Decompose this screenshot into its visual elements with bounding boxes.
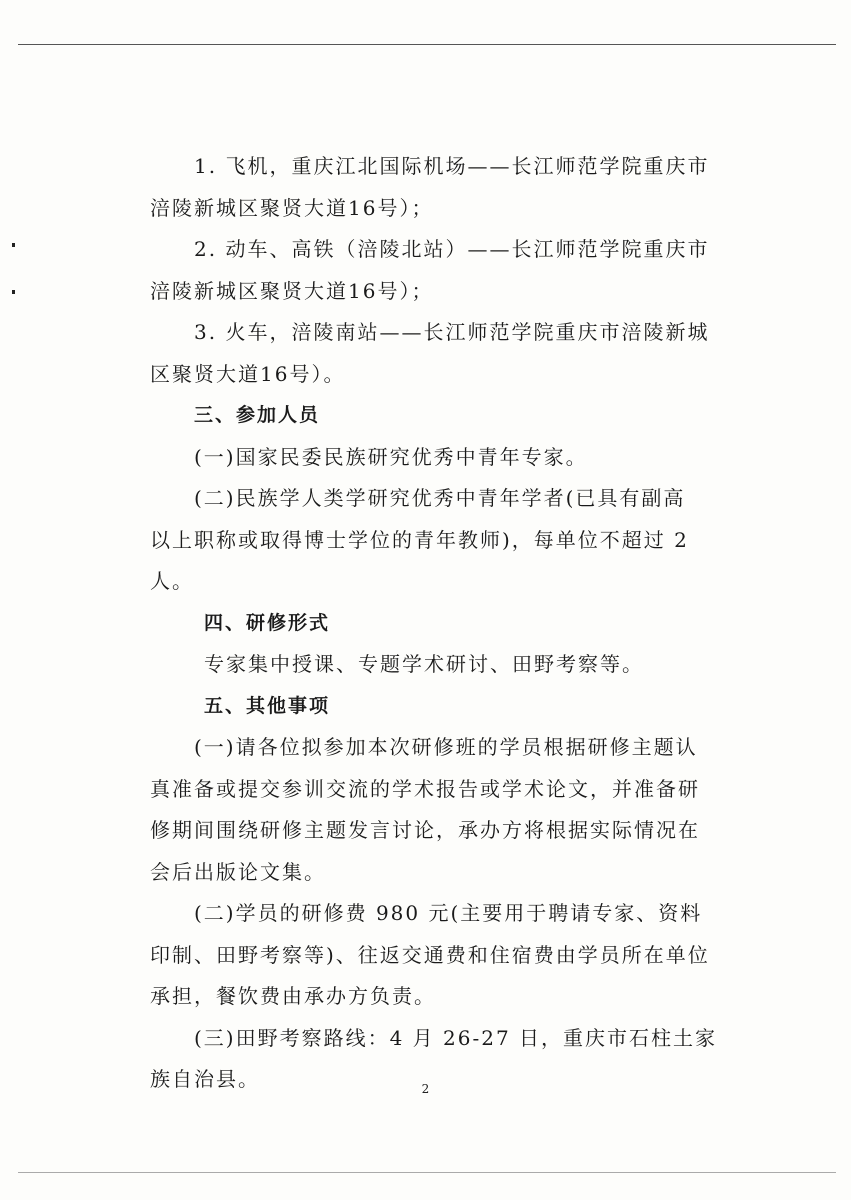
body-line: 人。 bbox=[150, 569, 194, 593]
section-heading: 四、研修形式 bbox=[204, 611, 331, 634]
body-line: 涪陵新城区聚贤大道16号）； bbox=[150, 278, 434, 303]
body-line: 印制、田野考察等)、往返交通费和住宿费由学员所在单位 bbox=[150, 942, 710, 967]
body-line: 3. 火车，涪陵南站——长江师范学院重庆市涪陵新城 bbox=[194, 320, 710, 344]
body-line: 涪陵新城区聚贤大道16号）； bbox=[150, 195, 434, 220]
page-number: 2 bbox=[421, 1082, 430, 1096]
body-line: 以上职称或取得博士学位的青年教师)，每单位不超过 2 bbox=[150, 527, 689, 552]
body-line: 真准备或提交参训交流的学术报告或学术论文，并准备研 bbox=[150, 776, 700, 801]
body-line: 修期间围绕研修主题发言讨论，承办方将根据实际情况在 bbox=[150, 818, 700, 842]
body-line: (一)请各位拟参加本次研修班的学员根据研修主题认 bbox=[194, 735, 698, 759]
body-line: (一)国家民委民族研究优秀中青年专家。 bbox=[194, 444, 588, 469]
bottom-border-line bbox=[18, 1172, 836, 1173]
scan-speck bbox=[12, 243, 15, 247]
body-line: (三)田野考察路线：4 月 26-27 日，重庆市石柱土家 bbox=[194, 1025, 718, 1050]
scan-speck bbox=[12, 290, 15, 294]
body-line: (二)学员的研修费 980 元(主要用于聘请专家、资料 bbox=[194, 901, 703, 925]
document-body bbox=[150, 146, 718, 1101]
section-heading: 五、其他事项 bbox=[204, 694, 331, 717]
body-line: 承担，餐饮费由承办方负责。 bbox=[150, 984, 436, 1008]
body-line: 1. 飞机，重庆江北国际机场——长江师范学院重庆市 bbox=[194, 154, 710, 178]
body-line: 2. 动车、高铁（涪陵北站）——长江师范学院重庆市 bbox=[194, 237, 710, 261]
top-border-line bbox=[18, 44, 836, 45]
section-heading: 三、参加人员 bbox=[194, 404, 321, 426]
body-line: 会后出版论文集。 bbox=[150, 859, 326, 884]
body-line: (二)民族学人类学研究优秀中青年学者(已具有副高 bbox=[194, 486, 686, 510]
body-line: 族自治县。 bbox=[150, 1067, 260, 1091]
body-line: 专家集中授课、专题学术研讨、田野考察等。 bbox=[204, 652, 644, 676]
body-line: 区聚贤大道16号）。 bbox=[150, 361, 346, 386]
